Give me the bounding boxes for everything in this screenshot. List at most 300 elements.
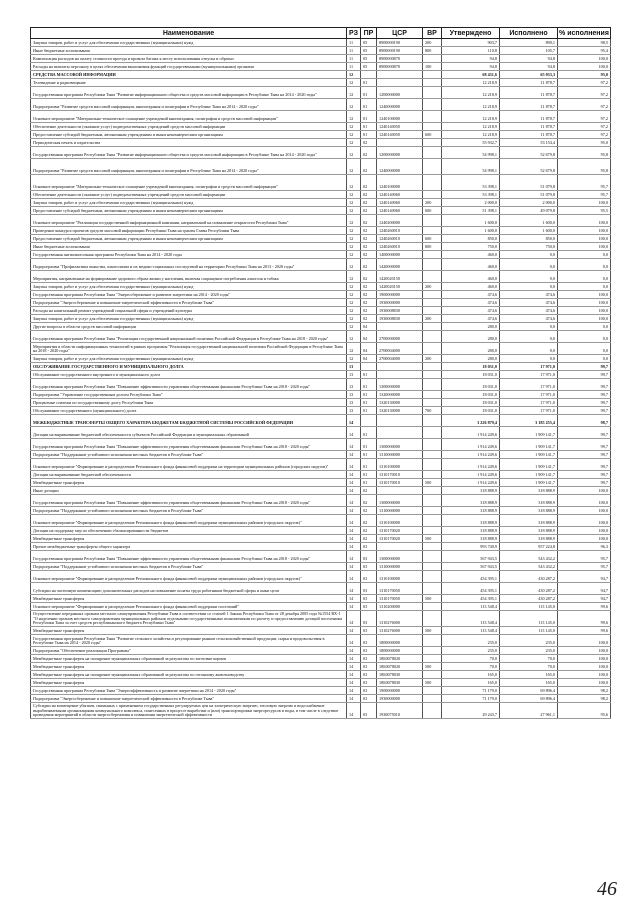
table-row xyxy=(31,235,611,243)
cell-vr xyxy=(423,99,442,111)
cell-approved: 113 548,4 xyxy=(442,611,500,627)
table-row xyxy=(31,355,611,363)
table-row xyxy=(31,227,611,235)
cell-name: Обеспечение деятельности (оказание услуг) подведомственных учреждений средств массовой информации xyxy=(31,191,347,199)
cell-pr: 05 xyxy=(361,39,377,47)
cell-percent: 100,0 xyxy=(558,315,611,323)
cell-approved: 2 000,0 xyxy=(442,199,500,207)
cell-approved: 1 914 249,6 xyxy=(442,427,500,439)
cell-percent: 0,0 xyxy=(558,251,611,259)
cell-executed: 543 432,2 xyxy=(500,563,558,571)
cell-rz: 14 xyxy=(347,687,361,695)
cell-approved: 3 226 879,4 xyxy=(442,415,500,427)
cell-pr xyxy=(361,415,377,427)
cell-rz: 14 xyxy=(347,695,361,703)
cell-percent: 97,2 xyxy=(558,111,611,123)
cell-rz: 12 xyxy=(347,227,361,235)
cell-csr xyxy=(377,487,423,495)
cell-vr: 500 xyxy=(423,679,442,687)
cell-csr xyxy=(377,71,423,79)
cell-rz: 13 xyxy=(347,399,361,407)
cell-approved: 318 888,9 xyxy=(442,487,500,495)
cell-name: Государственная программа Республики Тыва "Энергоэффективность и развитие энергетики на 2014 - 2020 годы" xyxy=(31,687,347,695)
page-number: 46 xyxy=(597,878,617,900)
cell-pr: 03 xyxy=(361,543,377,551)
cell-approved: 12 218,9 xyxy=(442,99,500,111)
cell-executed: 1 909 141,7 xyxy=(500,427,558,439)
cell-vr xyxy=(423,71,442,79)
cell-rz: 14 xyxy=(347,527,361,535)
cell-name: Межбюджетные трансферты на поощрение муниципальных образований за результаты по отгонному животноводству xyxy=(31,671,347,679)
cell-percent: 99,7 xyxy=(558,459,611,471)
table-row xyxy=(31,407,611,415)
header-vr: ВР xyxy=(423,28,442,39)
cell-executed: 235,0 xyxy=(500,635,558,647)
cell-name: Государственная программа Республики Тыва "Развитие информационного общества и средств массовой информации в Республике Тыва на 2014 - 2020 годы" xyxy=(31,147,347,159)
cell-approved: 12 218,9 xyxy=(442,87,500,99)
cell-rz: 14 xyxy=(347,595,361,603)
cell-rz: 14 xyxy=(347,507,361,515)
table-row xyxy=(31,391,611,399)
cell-name: Государственная программа Республики Тыва "Повышение эффективности управления общественными финансами Республики Тыва на 2018 - 2020 годы" xyxy=(31,495,347,507)
cell-pr: 02 xyxy=(361,259,377,271)
cell-percent: 99,7 xyxy=(558,371,611,379)
cell-csr: 1310170010 xyxy=(377,479,423,487)
cell-percent: 100,0 xyxy=(558,663,611,671)
cell-rz: 14 xyxy=(347,479,361,487)
cell-name: Мероприятия, направленные на формирование здорового образа жизни у населения, включая сокращение потребления алкоголя и табака xyxy=(31,271,347,283)
cell-percent: 100,0 xyxy=(558,495,611,507)
cell-csr xyxy=(377,79,423,87)
cell-pr: 02 xyxy=(361,527,377,535)
cell-pr: 02 xyxy=(361,251,377,259)
cell-name: Прочие межбюджетные трансферты общего характера xyxy=(31,543,347,551)
cell-executed: 318 888,9 xyxy=(500,527,558,535)
cell-rz: 14 xyxy=(347,439,361,451)
table-row xyxy=(31,687,611,695)
cell-rz: 14 xyxy=(347,647,361,655)
cell-approved: 474,6 xyxy=(442,291,500,299)
cell-percent: 99,7 xyxy=(558,427,611,439)
cell-name: Подпрограмма "Поддержание устойчивого исполнения местных бюджетов в Республике Тыва" xyxy=(31,451,347,459)
cell-pr: 01 xyxy=(361,391,377,399)
cell-rz: 12 xyxy=(347,175,361,191)
table-row xyxy=(31,487,611,495)
table-row xyxy=(31,55,611,63)
cell-pr: 03 xyxy=(361,679,377,687)
cell-csr: 1930008830 xyxy=(377,307,423,315)
cell-approved: 318 888,9 xyxy=(442,495,500,507)
cell-csr: 18Б0078030 xyxy=(377,679,423,687)
table-row xyxy=(31,507,611,515)
cell-pr: 05 xyxy=(361,47,377,55)
cell-name: Государственная программа Республики Тыва "Развитие сельского хозяйства и регулирование рынков сельскохозяйственной продукции, сырья и продовольствия в Республике Тыва на 2014 - 2020 годы" xyxy=(31,635,347,647)
cell-csr: 2700004000 xyxy=(377,355,423,363)
cell-name: Обслуживание государственного внутреннего и муниципального долга xyxy=(31,371,347,379)
cell-approved: 68 431,6 xyxy=(442,71,500,79)
cell-rz: 12 xyxy=(347,191,361,199)
cell-vr: 200 xyxy=(423,315,442,323)
cell-vr xyxy=(423,611,442,627)
cell-rz: 12 xyxy=(347,355,361,363)
cell-pr: 02 xyxy=(361,227,377,235)
cell-approved: 280,0 xyxy=(442,323,500,331)
cell-executed: 3 185 255,4 xyxy=(500,415,558,427)
cell-rz: 12 xyxy=(347,307,361,315)
table-row xyxy=(31,515,611,527)
cell-pr: 02 xyxy=(361,271,377,283)
cell-pr: 02 xyxy=(361,299,377,307)
cell-pr: 02 xyxy=(361,147,377,159)
cell-vr xyxy=(423,635,442,647)
cell-name: Основное мероприятие "Формирование и распределение Регионального фонда финансовой поддержки муниципальных районов (городских округов)" xyxy=(31,515,347,527)
cell-percent: 98,7 xyxy=(558,415,611,427)
table-row xyxy=(31,563,611,571)
cell-approved: 1 914 249,6 xyxy=(442,459,500,471)
cell-executed: 430 287,2 xyxy=(500,571,558,583)
cell-approved: 165,0 xyxy=(442,679,500,687)
cell-csr: 1900000000 xyxy=(377,687,423,695)
cell-approved: 460,0 xyxy=(442,283,500,291)
cell-csr: 1310276000 xyxy=(377,611,423,627)
cell-approved: 53 398,1 xyxy=(442,175,500,191)
cell-csr: 1300000000 xyxy=(377,551,423,563)
cell-pr: 02 xyxy=(361,291,377,299)
cell-name: Основное мероприятие "Формирование и распределение Регионального фонда финансовой поддержки поселений" xyxy=(31,603,347,611)
cell-percent: 100,0 xyxy=(558,227,611,235)
cell-percent: 99,7 xyxy=(558,391,611,399)
cell-percent: 0,0 xyxy=(558,259,611,271)
cell-csr: 1240000000 xyxy=(377,99,423,111)
cell-percent: 99,7 xyxy=(558,451,611,459)
cell-approved: 53 398,1 xyxy=(442,191,500,199)
cell-pr: 03 xyxy=(361,687,377,695)
cell-vr xyxy=(423,563,442,571)
cell-percent: 0,0 xyxy=(558,323,611,331)
cell-name: Межбюджетные трансферты xyxy=(31,595,347,603)
cell-rz: 14 xyxy=(347,495,361,507)
cell-approved: 18 031,0 xyxy=(442,379,500,391)
cell-vr: 200 xyxy=(423,199,442,207)
cell-name: Иные бюджетные ассигнования xyxy=(31,243,347,251)
table-row xyxy=(31,259,611,271)
cell-executed: 52 679,8 xyxy=(500,147,558,159)
cell-vr: 500 xyxy=(423,663,442,671)
cell-pr: 01 xyxy=(361,111,377,123)
table-row xyxy=(31,459,611,471)
cell-pr: 01 xyxy=(361,371,377,379)
budget-table-sheet xyxy=(30,27,610,719)
table-row xyxy=(31,495,611,507)
cell-name: Проведение конкурса проектов средств массовой информации Республики Тыва на гранты Главы Республики Тыва xyxy=(31,227,347,235)
cell-csr: 1320130000 xyxy=(377,399,423,407)
cell-name: Осуществление переданных органам местного самоуправления Республики Тыва в соответствии со статьей 1 Закона Республики Тыва от 28 декабря 2005 года №1554 ВХ-1 "О наделении органов местного самоуправления муниципальных районов отдельными государственными полномочиями по расчету и предоставлению дотаций поселениям Республики Тыва за счет средств республиканского бюджета Республики Тыва" xyxy=(31,611,347,627)
cell-csr: 1420000000 xyxy=(377,259,423,271)
cell-executed: 957 224,8 xyxy=(500,543,558,551)
cell-approved: 71 179,0 xyxy=(442,695,500,703)
cell-name: Обеспечение деятельности (оказание услуг) подведомственных учреждений средств массовой информации xyxy=(31,123,347,131)
cell-vr xyxy=(423,331,442,343)
cell-approved: 54 998,1 xyxy=(442,159,500,175)
cell-percent: 97,2 xyxy=(558,79,611,87)
cell-name: Государственная программа Республики Тыва "Энергосбережение и развитие энергетики на 2014 - 2020 годы" xyxy=(31,291,347,299)
cell-vr: 600 xyxy=(423,131,442,139)
table-row xyxy=(31,323,611,331)
table-row xyxy=(31,271,611,283)
cell-percent: 97,2 xyxy=(558,131,611,139)
cell-approved: 993 740,9 xyxy=(442,543,500,551)
cell-executed: 474,6 xyxy=(500,299,558,307)
cell-executed: 70,0 xyxy=(500,663,558,671)
cell-executed: 11 878,7 xyxy=(500,123,558,131)
cell-vr: 700 xyxy=(423,407,442,415)
cell-vr xyxy=(423,139,442,147)
cell-approved: 1 914 249,6 xyxy=(442,479,500,487)
cell-vr: 600 xyxy=(423,235,442,243)
cell-vr xyxy=(423,251,442,259)
cell-percent: 99,6 xyxy=(558,627,611,635)
cell-executed: 94,8 xyxy=(500,55,558,63)
cell-vr xyxy=(423,451,442,459)
cell-name: Основное мероприятие "Формирование и распределение Регионального фонда финансовой поддержки муниципальных районов (городских округов)" xyxy=(31,571,347,583)
cell-rz: 12 xyxy=(347,87,361,99)
cell-name: Основное мероприятие "Материально-техническое оснащение учреждений книгоиздания, полиграфии и средств массовой информации" xyxy=(31,175,347,191)
cell-executed: 543 432,2 xyxy=(500,551,558,563)
cell-vr xyxy=(423,227,442,235)
cell-name: Предоставление субсидий бюджетным, автономным учреждениям и иным некоммерческим организациям xyxy=(31,131,347,139)
cell-approved: 1 914 249,6 xyxy=(442,439,500,451)
cell-percent: 100,0 xyxy=(558,515,611,527)
cell-name: Телевидение и радиовещание xyxy=(31,79,347,87)
cell-rz: 14 xyxy=(347,515,361,527)
cell-vr xyxy=(423,271,442,283)
cell-vr xyxy=(423,291,442,299)
cell-executed: 318 888,9 xyxy=(500,515,558,527)
cell-approved: 71 179,0 xyxy=(442,687,500,695)
cell-vr xyxy=(423,259,442,271)
cell-csr: 1200000000 xyxy=(377,87,423,99)
cell-pr: 05 xyxy=(361,55,377,63)
cell-name: Государственная программа Республики Тыва "Реализация государственной национальной политики Российской Федерации в Республике Тыва на 2018 - 2020 годы" xyxy=(31,331,347,343)
cell-name: Подпрограмма "Энергосбережение и повышение энергетической эффективности в Республике Тыва" xyxy=(31,299,347,307)
cell-approved: 903,7 xyxy=(442,39,500,47)
cell-pr: 02 xyxy=(361,175,377,191)
cell-rz: 12 xyxy=(347,111,361,123)
cell-rz: 11 xyxy=(347,63,361,71)
cell-csr: 1930000000 xyxy=(377,695,423,703)
cell-rz: 12 xyxy=(347,271,361,283)
cell-rz: 14 xyxy=(347,635,361,647)
cell-rz: 13 xyxy=(347,379,361,391)
cell-approved: 94,8 xyxy=(442,63,500,71)
cell-percent: 99,7 xyxy=(558,363,611,371)
cell-csr: 1310170050 xyxy=(377,595,423,603)
cell-percent: 95,0 xyxy=(558,71,611,79)
cell-executed: 1 600,0 xyxy=(500,227,558,235)
cell-name: Подпрограмма "Развитие средств массовой информации, книгоиздания и полиграфии в Республике Тыва на 2014 - 2020 годы" xyxy=(31,99,347,111)
cell-executed: 474,6 xyxy=(500,307,558,315)
cell-approved: 12 218,9 xyxy=(442,111,500,123)
cell-csr: 8900000870 xyxy=(377,63,423,71)
cell-approved: 113 548,4 xyxy=(442,603,500,611)
cell-csr: 1310200000 xyxy=(377,603,423,611)
cell-executed: 0,0 xyxy=(500,271,558,283)
cell-percent: 100,0 xyxy=(558,679,611,687)
cell-executed: 1 909 141,7 xyxy=(500,471,558,479)
cell-percent: 99,7 xyxy=(558,379,611,391)
cell-approved: 70,0 xyxy=(442,655,500,663)
cell-vr xyxy=(423,695,442,703)
cell-approved: 12 218,9 xyxy=(442,131,500,139)
table-row xyxy=(31,551,611,563)
cell-pr: 02 xyxy=(361,243,377,251)
cell-approved: 318 888,9 xyxy=(442,527,500,535)
cell-executed: 51 079,8 xyxy=(500,175,558,191)
cell-percent: 99,7 xyxy=(558,471,611,479)
cell-csr: 2700000000 xyxy=(377,331,423,343)
cell-csr xyxy=(377,427,423,439)
cell-rz: 14 xyxy=(347,451,361,459)
table-row xyxy=(31,543,611,551)
cell-executed: 318 888,9 xyxy=(500,535,558,543)
cell-percent: 100,0 xyxy=(558,487,611,495)
cell-approved: 70,0 xyxy=(442,663,500,671)
cell-csr: 1240140050 xyxy=(377,123,423,131)
cell-csr: 1240100000 xyxy=(377,111,423,123)
cell-approved: 235,0 xyxy=(442,647,500,655)
cell-vr xyxy=(423,191,442,199)
cell-rz: 14 xyxy=(347,427,361,439)
cell-csr: 18Б0078030 xyxy=(377,671,423,679)
cell-vr xyxy=(423,215,442,227)
cell-approved: 110,8 xyxy=(442,47,500,55)
cell-percent: 100,0 xyxy=(558,55,611,63)
cell-rz: 14 xyxy=(347,563,361,571)
cell-executed: 53 154,4 xyxy=(500,139,558,147)
cell-approved: 474,6 xyxy=(442,307,500,315)
cell-executed: 1 909 141,7 xyxy=(500,459,558,471)
cell-pr: 03 xyxy=(361,551,377,563)
cell-pr: 03 xyxy=(361,563,377,571)
cell-approved: 1 600,0 xyxy=(442,227,500,235)
cell-pr: 01 xyxy=(361,471,377,479)
cell-vr: 500 xyxy=(423,627,442,635)
cell-approved: 235,0 xyxy=(442,635,500,647)
cell-pr: 02 xyxy=(361,191,377,199)
cell-percent: 95,8 xyxy=(558,159,611,175)
cell-csr: 1240140050 xyxy=(377,131,423,139)
cell-percent: 95,7 xyxy=(558,175,611,191)
cell-name: Основное мероприятие "Формирование и распределение Регионального фонда финансовой поддержки на территории муниципальных районов (городских округов)" xyxy=(31,459,347,471)
cell-name: МЕЖБЮДЖЕТНЫЕ ТРАНСФЕРТЫ ОБЩЕГО ХАРАКТЕРА БЮДЖЕТАМ БЮДЖЕТНОЙ СИСТЕМЫ РОССИЙСКОЙ ФЕДЕРАЦИИ xyxy=(31,415,347,427)
cell-percent: 100,0 xyxy=(558,291,611,299)
cell-percent: 99,7 xyxy=(558,479,611,487)
cell-vr xyxy=(423,427,442,439)
cell-executed: 17 971,0 xyxy=(500,391,558,399)
cell-csr: 1310276000 xyxy=(377,627,423,635)
cell-vr: 200 xyxy=(423,283,442,291)
cell-csr: 1310170020 xyxy=(377,535,423,543)
cell-csr xyxy=(377,323,423,331)
cell-pr: 03 xyxy=(361,663,377,671)
cell-rz: 12 xyxy=(347,139,361,147)
table-row xyxy=(31,47,611,55)
cell-percent: 94,7 xyxy=(558,583,611,595)
cell-vr xyxy=(423,495,442,507)
table-row xyxy=(31,595,611,603)
cell-csr: 1310170050 xyxy=(377,583,423,595)
cell-name: Подпрограмма "Профилактика пьянства, алкоголизма и их медико-социальных последствий на территории Республики Тыва на 2013 - 2020 годы" xyxy=(31,259,347,271)
cell-percent: 100,0 xyxy=(558,215,611,227)
cell-approved: 18 031,0 xyxy=(442,407,500,415)
budget-execution-table xyxy=(30,27,611,719)
header-pr: ПР xyxy=(361,28,377,39)
cell-csr: 1420020150 xyxy=(377,271,423,283)
cell-executed: 0,0 xyxy=(500,259,558,271)
cell-executed: 11 878,7 xyxy=(500,131,558,139)
cell-vr xyxy=(423,343,442,355)
cell-name: Расходы на капитальный ремонт учреждений социальной сферы и учреждений культуры xyxy=(31,307,347,315)
cell-pr xyxy=(361,71,377,79)
cell-vr: 100 xyxy=(423,63,442,71)
cell-csr: 2700004000 xyxy=(377,343,423,355)
cell-rz: 12 xyxy=(347,99,361,111)
header-percent: % исполнения xyxy=(559,29,609,37)
cell-percent: 95,6 xyxy=(558,703,611,719)
cell-name: Межбюджетные трансферты на поощрение муниципальных образований за результаты по заготовке кормов xyxy=(31,655,347,663)
cell-percent: 0,0 xyxy=(558,343,611,355)
cell-approved: 454 395,1 xyxy=(442,571,500,583)
cell-name: Компенсация расходов на оплату стоимости проезда и провоза багажа к месту использования отпуска и обратно xyxy=(31,55,347,63)
cell-pr: 03 xyxy=(361,603,377,611)
cell-approved: 454 395,1 xyxy=(442,595,500,603)
cell-rz: 14 xyxy=(347,663,361,671)
cell-pr: 01 xyxy=(361,87,377,99)
cell-name: Государственная программа Республики Тыва "Развитие информационного общества и средств массовой информации в Республике Тыва на 2014 - 2020 годы" xyxy=(31,87,347,99)
header-rz: РЗ xyxy=(347,28,361,39)
table-row xyxy=(31,343,611,355)
cell-pr: 03 xyxy=(361,635,377,647)
cell-rz: 12 xyxy=(347,315,361,323)
cell-csr: 1310100000 xyxy=(377,515,423,527)
cell-vr xyxy=(423,123,442,131)
cell-rz: 12 xyxy=(347,123,361,131)
cell-rz: 14 xyxy=(347,415,361,427)
cell-rz: 14 xyxy=(347,627,361,635)
cell-pr: 03 xyxy=(361,595,377,603)
cell-executed: 1 600,0 xyxy=(500,215,558,227)
cell-rz: 14 xyxy=(347,679,361,687)
cell-csr: 18Б0078020 xyxy=(377,655,423,663)
cell-percent: 95,4 xyxy=(558,47,611,55)
table-row xyxy=(31,695,611,703)
cell-executed: 17 971,0 xyxy=(500,363,558,371)
cell-vr xyxy=(423,415,442,427)
cell-executed: 474,6 xyxy=(500,291,558,299)
table-row xyxy=(31,283,611,291)
table-row xyxy=(31,39,611,47)
cell-csr: 1310000000 xyxy=(377,507,423,515)
cell-name: Закупка товаров, работ и услуг для обеспечения государственных (муниципальных) нужд xyxy=(31,355,347,363)
table-row xyxy=(31,207,611,215)
cell-percent: 100,0 xyxy=(558,63,611,71)
cell-name: Закупка товаров, работ и услуг для обеспечения государственных (муниципальных) нужд xyxy=(31,315,347,323)
cell-executed: 318 888,9 xyxy=(500,495,558,507)
cell-vr: 200 xyxy=(423,355,442,363)
cell-percent: 94,7 xyxy=(558,571,611,583)
cell-approved: 454 395,1 xyxy=(442,583,500,595)
cell-rz: 12 xyxy=(347,331,361,343)
